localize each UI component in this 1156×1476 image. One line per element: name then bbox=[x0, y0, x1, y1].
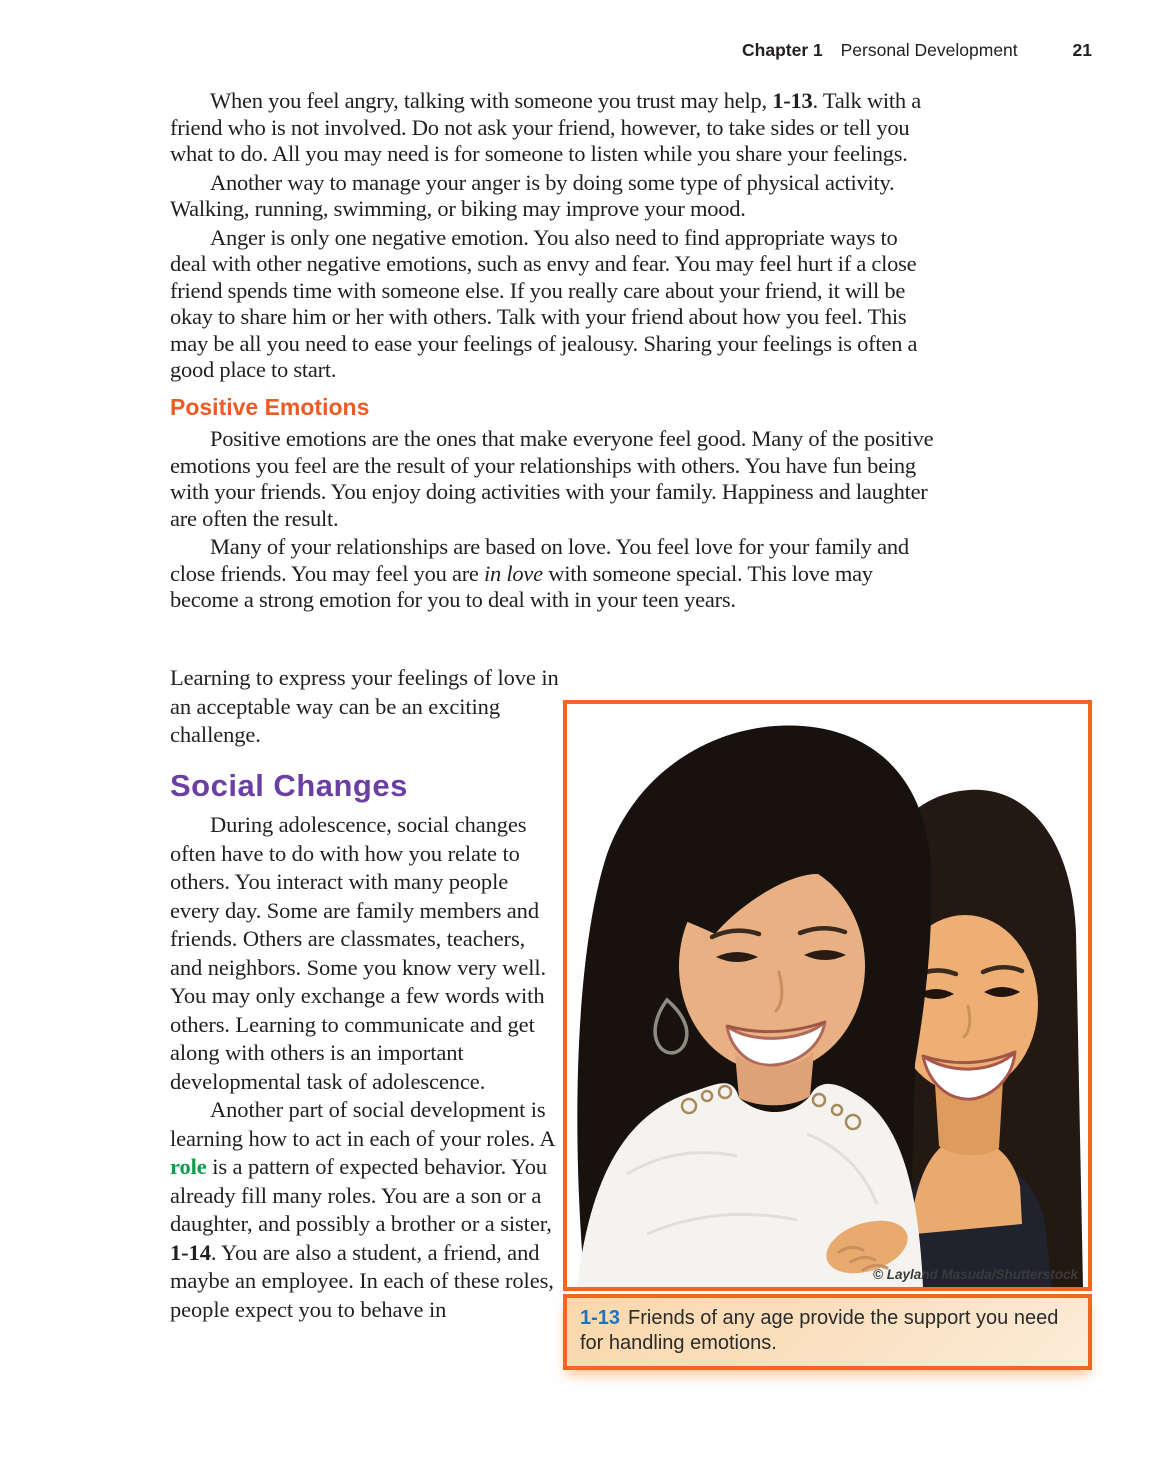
paragraph-anger-talking bbox=[170, 88, 936, 168]
text-run: . Talk with a friend who is not involved. Do not ask your friend, however, to take sides or tell you what to do. All you may need is for someone to listen while you share your feelings. bbox=[170, 88, 922, 166]
caption-text: Friends of any age provide the support you need for handling emotions. bbox=[580, 1307, 1059, 1354]
mother-figure bbox=[577, 725, 931, 1287]
paragraph-positive-emotions: Positive emotions are the ones that make everyone feel good. Many of the positive emotions you feel are the result of your relationships with others. You have fun being with your friends. You enjoy doing activities with your family. Happiness and laughter are often the result. bbox=[170, 426, 934, 531]
figure-reference: 1-14 bbox=[170, 1239, 211, 1265]
figure-photo bbox=[563, 700, 1092, 1291]
body-text-top bbox=[170, 88, 936, 616]
figure-reference: 1-13 bbox=[772, 88, 813, 113]
body-text-left-column bbox=[170, 664, 560, 1324]
running-head bbox=[742, 40, 1092, 61]
photo-credit: © Layland Masuda/Shutterstock bbox=[873, 1267, 1078, 1282]
figure-caption bbox=[563, 1294, 1092, 1370]
paragraph-love-continued: Learning to express your feelings of love in an acceptable way can be an exciting challenge. bbox=[170, 665, 559, 747]
text-run: . You are also a student, a friend, and maybe an employee. In each of these roles, people expect you to behave in bbox=[170, 1239, 554, 1322]
social-changes-heading: Social Changes bbox=[170, 767, 408, 803]
paragraph-roles bbox=[170, 1096, 560, 1324]
text-run: When you feel angry, talking with someone you trust may help, bbox=[210, 88, 773, 113]
caption-figure-number: 1-13 bbox=[580, 1307, 621, 1329]
paragraph-love bbox=[170, 534, 936, 614]
glossary-term-role: role bbox=[170, 1154, 207, 1179]
text-run: Another part of social development is learning how to act in each of your roles. A bbox=[170, 1097, 555, 1151]
text-run: with someone special. This love may become a strong emotion for you to deal with in your teen years. bbox=[170, 560, 873, 612]
paragraph-negative-emotions: Anger is only one negative emotion. You also need to find appropriate ways to deal with other negative emotions, such as envy and fear. You may feel hurt if a close friend spends time with someone else. If you really care about your friend, it will be okay to share him or her with others. Talk with your friend about how you feel. This may be all you need to ease your feelings of jealousy. Sharing your feelings is often a good place to start. bbox=[170, 224, 918, 382]
italic-term: in love bbox=[484, 560, 543, 586]
chapter-label: Chapter 1 bbox=[742, 40, 823, 60]
positive-emotions-heading: Positive Emotions bbox=[170, 393, 370, 420]
text-run: Many of your relationships are based on love. You feel love for your family and close friends. You may feel you are bbox=[170, 534, 909, 586]
figure-1-13 bbox=[563, 700, 1092, 1370]
photo-illustration bbox=[567, 704, 1088, 1287]
paragraph-anger-activity: Another way to manage your anger is by doing some type of physical activity. Walking, running, swimming, or biking may improve your mood. bbox=[170, 169, 895, 221]
text-run: is a pattern of expected behavior. You already fill many roles. You are a son or a daughter, and possibly a brother or a sister, bbox=[170, 1154, 552, 1236]
chapter-title: Personal Development bbox=[840, 40, 1018, 60]
paragraph-social-changes: During adolescence, social changes often have to do with how you relate to others. You interact with many people every day. Some are family members and friends. Others are classmates, teachers, and neighbors. Some you know very well. You may only exchange a few words with others. Learning to communicate and get along with others is an important developmental task of adolescence. bbox=[170, 812, 547, 1094]
page-number: 21 bbox=[1072, 40, 1092, 60]
